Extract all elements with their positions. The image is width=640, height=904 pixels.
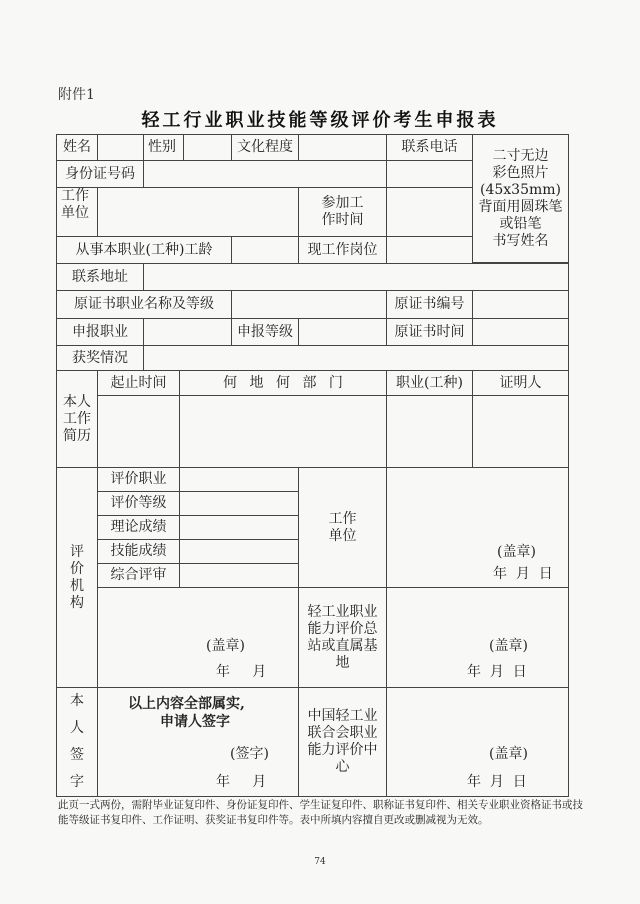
label-eval-work-unit xyxy=(298,467,387,588)
signature-area[interactable] xyxy=(97,687,299,797)
date-label: 年 月 日 xyxy=(467,664,527,680)
label-text: 地 xyxy=(335,654,350,671)
label-station xyxy=(298,587,387,688)
label-skill-score: 技能成绩 xyxy=(97,539,180,564)
label-work-unit xyxy=(56,187,98,237)
label-orig-cert-name: 原证书职业名称及等级 xyxy=(56,290,232,319)
stamp-label: (盖章) xyxy=(489,638,528,654)
field-eval-level[interactable] xyxy=(179,491,299,516)
form-title: 轻工行业职业技能等级评价考生申报表 xyxy=(141,110,499,131)
photo-note: 背面用圆珠笔 xyxy=(478,198,563,215)
center-stamp-area[interactable] xyxy=(386,687,569,797)
label-text: 价 xyxy=(70,560,84,577)
field-apply-level[interactable] xyxy=(298,318,387,346)
stamp-label: (盖章) xyxy=(489,746,528,762)
resume-col-period: 起止时间 xyxy=(97,370,180,396)
field-apply-occupation[interactable] xyxy=(143,318,232,346)
label-text: 单位 xyxy=(328,527,357,544)
resume-col-where: 何 地 何 部 门 xyxy=(179,370,387,396)
field-orig-cert-name[interactable] xyxy=(231,290,387,319)
field-awards[interactable] xyxy=(143,345,569,371)
field-years[interactable] xyxy=(231,236,299,264)
field-id-number[interactable] xyxy=(143,160,387,188)
label-text: 中国轻工业 xyxy=(307,708,378,724)
resume-witness-field[interactable] xyxy=(472,395,569,468)
label-text: 本 xyxy=(70,693,84,709)
label-text: 字 xyxy=(70,774,84,790)
field-eval-occupation[interactable] xyxy=(179,467,299,492)
field-orig-cert-time[interactable] xyxy=(472,318,569,346)
label-resume xyxy=(56,370,98,468)
photo-note: 或铅笔 xyxy=(499,215,542,232)
field-current-post[interactable] xyxy=(386,236,473,264)
label-theory-score: 理论成绩 xyxy=(97,515,180,540)
footnote: 此页一式两份，需附毕业证复印件、身份证复印件、学生证复印件、职称证书复印件、相关专业职业资格证书或技能等级证书复印件、工作证明、获奖证书复印件等。表中所填内容擅自更改或删减视为无效。 xyxy=(58,799,583,826)
label-apply-level: 申报等级 xyxy=(231,318,299,346)
stamp-label: (盖章) xyxy=(497,544,536,560)
photo-note: 书写姓名 xyxy=(492,232,549,249)
label-text: 工作 xyxy=(61,188,89,204)
photo-note: 彩色照片 xyxy=(492,164,549,181)
field-join-work-time[interactable] xyxy=(386,187,473,237)
date-label: 年 月 xyxy=(216,664,267,680)
label-address: 联系地址 xyxy=(56,263,144,291)
label-orig-cert-time: 原证书时间 xyxy=(386,318,473,346)
field-phone[interactable] xyxy=(386,160,473,188)
label-education: 文化程度 xyxy=(231,134,299,161)
label-eval-level: 评价等级 xyxy=(97,491,180,516)
label-text: 工作 xyxy=(328,510,357,527)
photo-note: (45x35mm) xyxy=(480,181,561,198)
label-orig-cert-no: 原证书编号 xyxy=(386,290,473,319)
field-address[interactable] xyxy=(143,263,569,291)
label-gender: 性别 xyxy=(143,134,184,161)
label-text: 机 xyxy=(70,577,84,594)
label-text: 站或直属基 xyxy=(307,637,378,654)
field-work-unit[interactable] xyxy=(97,187,299,237)
label-years: 从事本职业(工种)工龄 xyxy=(56,236,232,264)
label-text: 心 xyxy=(335,759,350,775)
eval-unit-stamp-area[interactable] xyxy=(97,587,299,688)
field-skill-score[interactable] xyxy=(179,539,299,564)
date-label: 年 月 日 xyxy=(467,774,527,790)
label-text: 构 xyxy=(70,594,84,611)
field-gender[interactable] xyxy=(183,134,232,161)
declaration-line: 申请人签字 xyxy=(160,714,230,730)
label-signature xyxy=(56,687,98,797)
label-text: 人 xyxy=(70,720,84,736)
resume-period-field[interactable] xyxy=(97,395,180,468)
resume-occupation-field[interactable] xyxy=(386,395,473,468)
label-current-post: 现工作岗位 xyxy=(298,236,387,264)
label-text: 签 xyxy=(70,747,84,763)
resume-col-witness: 证明人 xyxy=(472,370,569,396)
label-name: 姓名 xyxy=(56,134,98,161)
label-eval-org xyxy=(56,467,98,688)
label-text: 联合会职业 xyxy=(307,725,378,741)
label-join-work-time xyxy=(298,187,387,237)
resume-col-occupation: 职业(工种) xyxy=(386,370,473,396)
label-id-number: 身份证号码 xyxy=(56,160,144,188)
field-education[interactable] xyxy=(298,134,387,161)
field-name[interactable] xyxy=(97,134,144,161)
label-overall-review: 综合评审 xyxy=(97,563,180,588)
eval-work-unit-stamp-area[interactable] xyxy=(386,467,569,588)
station-stamp-area[interactable] xyxy=(386,587,569,688)
label-text: 工作 xyxy=(63,410,91,427)
declaration-line: 以上内容全部属实, xyxy=(128,696,245,712)
label-phone: 联系电话 xyxy=(386,134,473,161)
photo-note: 二寸无边 xyxy=(492,147,549,164)
date-label: 年 月 日 xyxy=(493,566,553,582)
label-text: 能力评价总 xyxy=(307,620,378,637)
date-label: 年 月 xyxy=(216,774,267,790)
label-text: 参加工 xyxy=(321,195,364,211)
label-awards: 获奖情况 xyxy=(56,345,144,371)
field-orig-cert-no[interactable] xyxy=(472,290,569,319)
label-text: 能力评价中 xyxy=(307,742,378,758)
label-text: 评 xyxy=(70,543,84,560)
stamp-label: (盖章) xyxy=(206,638,245,654)
field-theory-score[interactable] xyxy=(179,515,299,540)
label-text: 简历 xyxy=(63,427,91,444)
label-text: 单位 xyxy=(61,205,89,221)
label-center xyxy=(298,687,387,797)
attachment-label: 附件1 xyxy=(58,87,95,103)
photo-box[interactable] xyxy=(472,134,569,263)
label-text: 轻工业职业 xyxy=(307,603,378,620)
label-text: 本人 xyxy=(63,393,91,410)
label-text: 作时间 xyxy=(321,212,364,228)
page-number: 74 xyxy=(314,857,326,867)
label-eval-occupation: 评价职业 xyxy=(97,467,180,492)
sign-label: (签字) xyxy=(230,746,269,762)
field-overall-review[interactable] xyxy=(179,563,299,588)
label-apply-occupation: 申报职业 xyxy=(56,318,144,346)
resume-where-field[interactable] xyxy=(179,395,387,468)
